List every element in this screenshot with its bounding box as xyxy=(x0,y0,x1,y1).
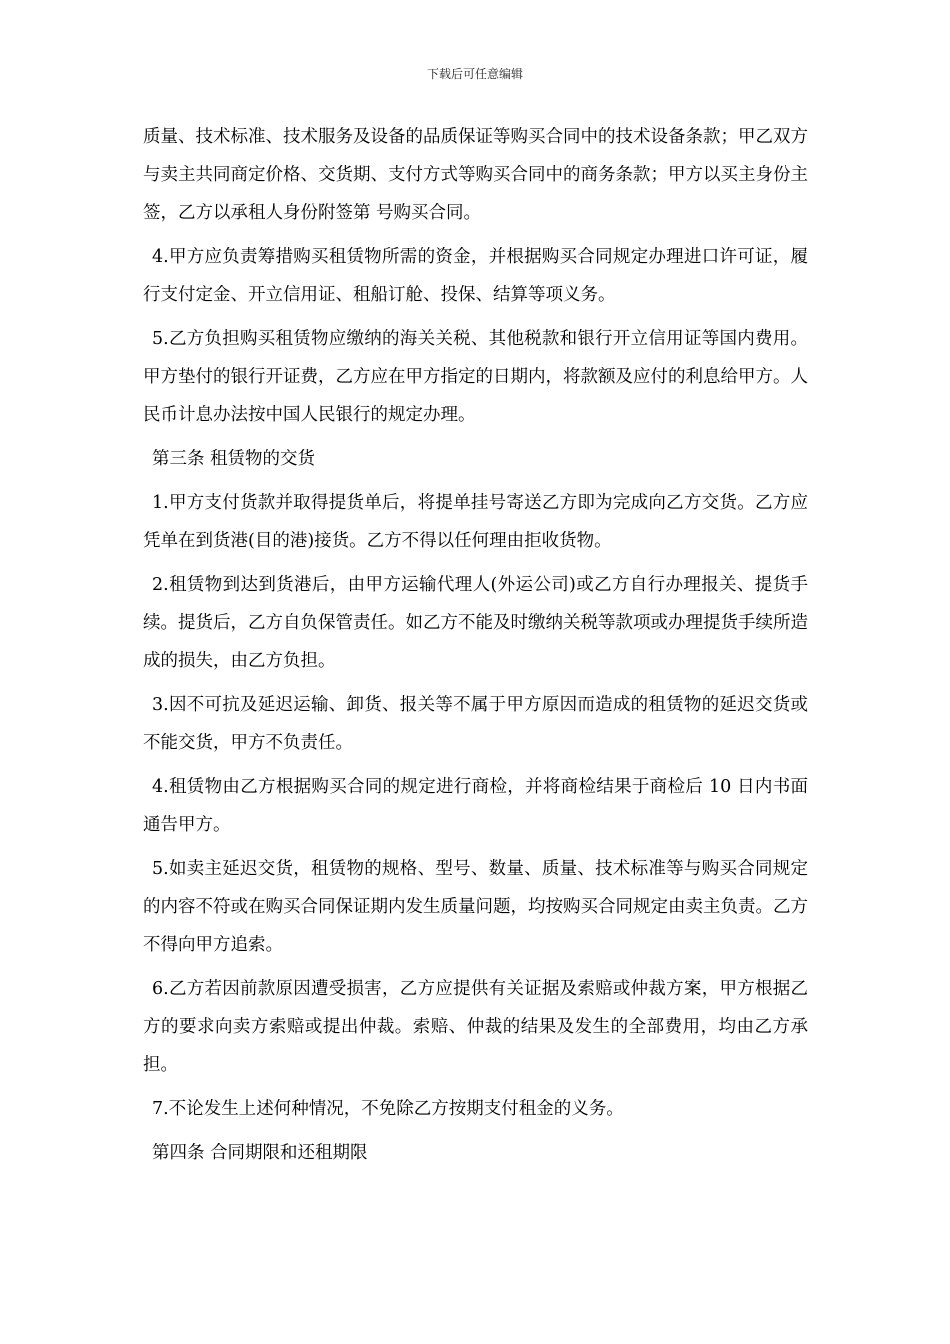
paragraph-clause-3-7: 7.不论发生上述何种情况，不免除乙方按期支付租金的义务。 xyxy=(152,1099,624,1119)
section-heading-article-3: 第三条 租赁物的交货 xyxy=(152,449,316,469)
document-body xyxy=(143,118,808,1172)
section-heading-article-4: 第四条 合同期限和还租期限 xyxy=(152,1143,368,1163)
paragraph-clause-3-1: 1.甲方支付货款并取得提货单后，将提单挂号寄送乙方即为完成向乙方交货。乙方应凭单在到货港(目的港)接货。乙方不得以任何理由拒收货物。 xyxy=(143,493,808,551)
page-header: 下载后可任意编辑 xyxy=(426,67,523,81)
paragraph-technical-commercial-terms: 质量、技术标准、技术服务及设备的品质保证等购买合同中的技术设备条款；甲乙双方与卖主共同商定价格、交货期、支付方式等购买合同中的商务条款；甲方以买主身份主签，乙方以承租人身份附签第 号购买合同。 xyxy=(143,127,808,223)
paragraph-clause-2-5: 5.乙方负担购买租赁物应缴纳的海关关税、其他税款和银行开立信用证等国内费用。甲方垫付的银行开证费，乙方应在甲方指定的日期内，将款额及应付的利息给甲方。人民币计息办法按中国人民银行的规定办理。 xyxy=(143,329,808,425)
paragraph-clause-3-4: 4.租赁物由乙方根据购买合同的规定进行商检，并将商检结果于商检后 10 日内书面通告甲方。 xyxy=(143,777,808,835)
paragraph-clause-3-6: 6.乙方若因前款原因遭受损害，乙方应提供有关证据及索赔或仲裁方案，甲方根据乙方的要求向卖方索赔或提出仲裁。索赔、仲裁的结果及发生的全部费用，均由乙方承担。 xyxy=(143,979,808,1075)
paragraph-clause-3-5: 5.如卖主延迟交货，租赁物的规格、型号、数量、质量、技术标准等与购买合同规定的内容不符或在购买合同保证期内发生质量问题，均按购买合同规定由卖主负责。乙方不得向甲方追索。 xyxy=(143,859,808,955)
paragraph-clause-2-4: 4.甲方应负责筹措购买租赁物所需的资金，并根据购买合同规定办理进口许可证，履行支付定金、开立信用证、租船订舱、投保、结算等项义务。 xyxy=(143,247,808,305)
paragraph-clause-3-3: 3.因不可抗及延迟运输、卸货、报关等不属于甲方原因而造成的租赁物的延迟交货或不能交货，甲方不负责任。 xyxy=(143,695,808,753)
paragraph-clause-3-2: 2.租赁物到达到货港后，由甲方运输代理人(外运公司)或乙方自行办理报关、提货手续。提货后，乙方自负保管责任。如乙方不能及时缴纳关税等款项或办理提货手续所造成的损失，由乙方负担。 xyxy=(143,575,808,671)
